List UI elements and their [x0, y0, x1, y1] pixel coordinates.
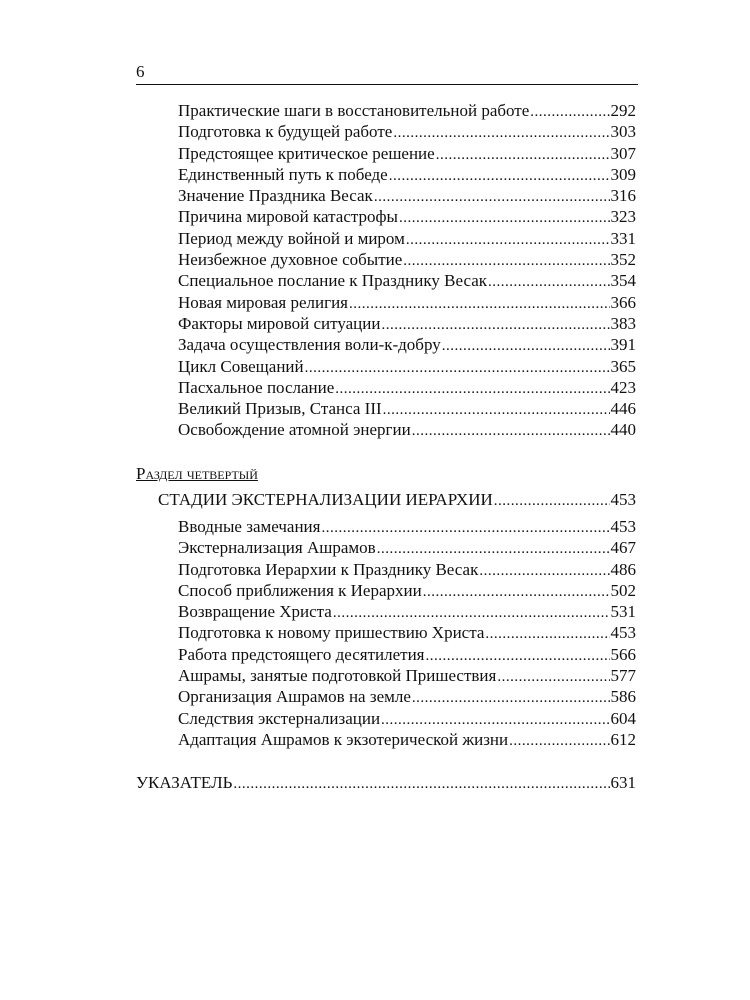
- toc-entry-page: 531: [610, 602, 636, 622]
- toc-entry-title: Практические шаги в восстановительной работе: [178, 101, 530, 120]
- toc-entry: [178, 101, 636, 122]
- toc-entry-page: 323: [610, 207, 636, 227]
- dot-leader: [403, 253, 609, 270]
- toc-entry-title: Специальное послание к Празднику Весак: [178, 271, 488, 291]
- section-heading: [158, 490, 636, 511]
- dot-leader: [479, 563, 609, 580]
- section-heading-page: 453: [610, 490, 636, 509]
- toc-entry: [178, 602, 636, 623]
- toc-entry-title: Ашрамы, занятые подготовкой Пришествия: [178, 666, 497, 686]
- toc-entry-page: 446: [610, 399, 636, 419]
- toc-entry: [178, 420, 636, 441]
- toc-section-4: [178, 517, 636, 751]
- toc-entry-page: 486: [610, 559, 636, 579]
- toc-entry-page: 612: [610, 729, 636, 749]
- toc-entry: [178, 144, 636, 165]
- toc-entry-title: Возвращение Христа: [178, 602, 332, 622]
- toc-entry-page: 453: [610, 517, 636, 536]
- toc-entry-page: 423: [610, 377, 636, 397]
- toc-entry-title: Цикл Совещаний: [178, 356, 304, 376]
- dot-leader: [412, 423, 610, 440]
- dot-leader: [399, 210, 610, 227]
- dot-leader: [406, 232, 610, 249]
- dot-leader: [426, 648, 610, 665]
- toc-entry-page: 307: [610, 143, 636, 163]
- toc-entry: [178, 357, 636, 378]
- toc-entry-title: Факторы мировой ситуации: [178, 313, 381, 333]
- toc-entry-page: 577: [610, 666, 636, 686]
- toc-entry-page: 440: [610, 420, 636, 440]
- dot-leader: [497, 669, 609, 686]
- toc-entry: [178, 250, 636, 271]
- toc-entry-title: Организация Ашрамов на земле: [178, 687, 411, 707]
- toc-entry-title: Подготовка Иерархии к Празднику Весак: [178, 559, 479, 579]
- toc-entry-page: 467: [610, 538, 636, 558]
- toc-entry: [178, 122, 636, 143]
- toc-entry: [178, 293, 636, 314]
- dot-leader: [494, 493, 610, 510]
- dot-leader: [393, 125, 609, 142]
- toc-entry-page: 383: [610, 313, 636, 333]
- section-heading-title: СТАДИИ ЭКСТЕРНАЛИЗАЦИИ ИЕРАРХИИ: [158, 490, 493, 509]
- toc-entry-page: 391: [610, 335, 636, 355]
- toc-entry-page: 331: [610, 228, 636, 248]
- toc-entry: [178, 378, 636, 399]
- toc-entry: [178, 666, 636, 687]
- toc-entry-title: Единственный путь к победе: [178, 164, 388, 184]
- toc-entry-page: 354: [610, 271, 636, 291]
- toc-entry-page: 604: [610, 708, 636, 728]
- dot-leader: [333, 605, 610, 622]
- dot-leader: [335, 381, 609, 398]
- toc-entry: [178, 186, 636, 207]
- toc-entry-title: Вводные замечания: [178, 517, 321, 536]
- dot-leader: [374, 189, 610, 206]
- header-rule: [136, 84, 638, 85]
- toc-entry-title: Экстернализация Ашрамов: [178, 538, 376, 558]
- toc-entry: [178, 314, 636, 335]
- toc-entry: [178, 645, 636, 666]
- dot-leader: [442, 338, 610, 355]
- dot-leader: [377, 541, 610, 558]
- toc-entry-title: Адаптация Ашрамов к экзотерической жизни: [178, 729, 509, 749]
- dot-leader: [389, 168, 610, 185]
- dot-leader: [383, 402, 610, 419]
- toc-entry: [178, 560, 636, 581]
- dot-leader: [349, 296, 610, 313]
- toc-entry-page: 303: [610, 122, 636, 142]
- toc-entry-page: 309: [610, 164, 636, 184]
- dot-leader: [423, 584, 610, 601]
- toc-entry-page: 453: [610, 623, 636, 643]
- dot-leader: [485, 626, 609, 643]
- toc-entry: [178, 207, 636, 228]
- toc-entry-title: Работа предстоящего десятилетия: [178, 644, 425, 664]
- toc-entry-title: Новая мировая религия: [178, 292, 348, 312]
- toc-entry-page: 352: [610, 250, 636, 270]
- toc-entry-title: Пасхальное послание: [178, 377, 335, 397]
- toc-entry-title: Подготовка к новому пришествию Христа: [178, 623, 485, 643]
- toc-entry-page: 502: [610, 580, 636, 600]
- toc-entry-page: 566: [610, 644, 636, 664]
- dot-leader: [233, 776, 609, 793]
- toc-entry-title: Причина мировой катастрофы: [178, 207, 398, 227]
- toc-entry-page: 365: [610, 356, 636, 376]
- page-number: 6: [136, 62, 145, 81]
- toc-entry-title: Следствия экстернализации: [178, 708, 381, 728]
- toc-entry-page: 292: [610, 101, 636, 120]
- toc-entry: [178, 709, 636, 730]
- toc-entry-title: Задача осуществления воли-к-добру: [178, 335, 441, 355]
- toc-entry: [178, 581, 636, 602]
- toc-entry-title: Период между войной и миром: [178, 228, 405, 248]
- toc-entry: [178, 271, 636, 292]
- dot-leader: [436, 147, 610, 164]
- toc-entry: [178, 538, 636, 559]
- toc-entry: [178, 399, 636, 420]
- dot-leader: [381, 712, 609, 729]
- dot-leader: [530, 104, 609, 121]
- toc-entry-page: 316: [610, 186, 636, 206]
- dot-leader: [412, 690, 610, 707]
- toc-entry-title: Значение Праздника Весак: [178, 186, 373, 206]
- index-page: 631: [610, 773, 636, 792]
- toc-entry-title: Способ приближения к Иерархии: [178, 580, 422, 600]
- toc-entry: [178, 687, 636, 708]
- index-entry: [136, 773, 636, 794]
- dot-leader: [305, 360, 610, 377]
- toc-entry: [178, 730, 636, 751]
- toc-entry: [178, 517, 636, 538]
- dot-leader: [381, 317, 609, 334]
- toc-entry-title: Подготовка к будущей работе: [178, 122, 393, 142]
- dot-leader: [321, 520, 609, 537]
- section-label: Раздел четвертый: [136, 464, 258, 483]
- toc-entry: [178, 623, 636, 644]
- toc-entry: [178, 165, 636, 186]
- toc-entry: [178, 335, 636, 356]
- toc-entry-title: Предстоящее критическое решение: [178, 143, 435, 163]
- toc-entry-title: Великий Призыв, Станса III: [178, 399, 382, 419]
- dot-leader: [509, 733, 609, 750]
- toc-entry-page: 586: [610, 687, 636, 707]
- index-title: УКАЗАТЕЛЬ: [136, 773, 233, 792]
- toc-entry: [178, 229, 636, 250]
- dot-leader: [488, 274, 609, 291]
- toc-part-1: [178, 101, 636, 442]
- toc-entry-title: Освобождение атомной энергии: [178, 420, 411, 440]
- toc-entry-page: 366: [610, 292, 636, 312]
- toc-entry-title: Неизбежное духовное событие: [178, 250, 403, 270]
